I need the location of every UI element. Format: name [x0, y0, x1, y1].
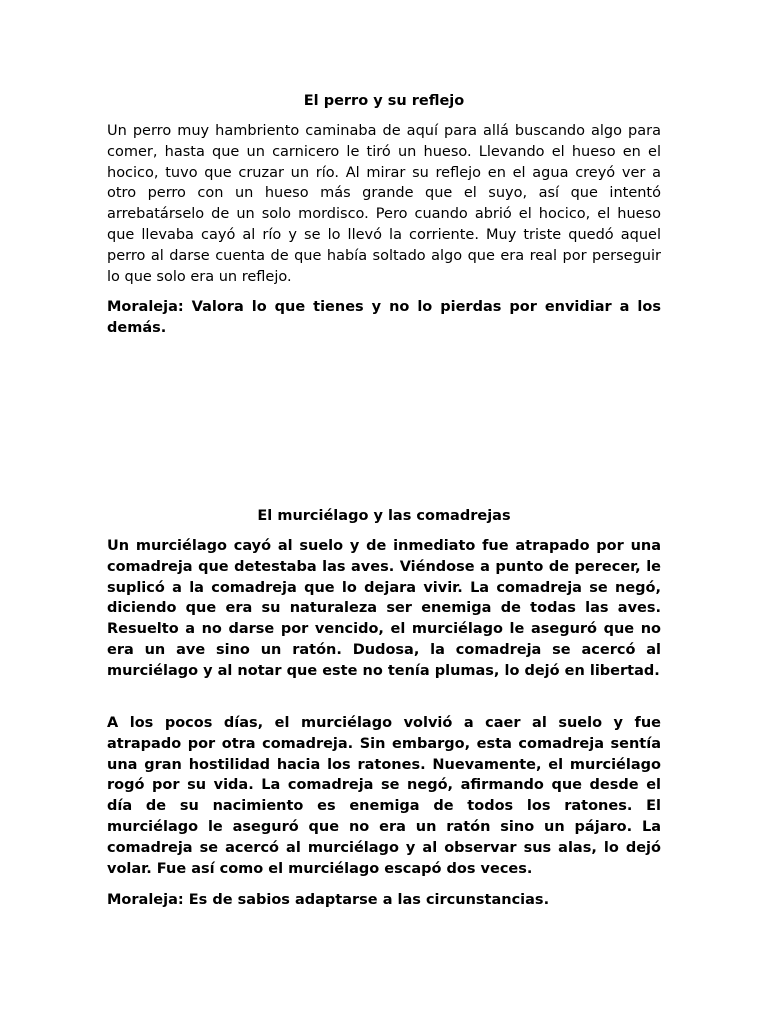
- story1-moral: Moraleja: Valora lo que tienes y no lo pierdas por envidiar a los demás.: [107, 299, 661, 336]
- story1-body: Un perro muy hambriento caminaba de aquí para allá buscando algo para comer, hasta que un carnicero le tiró un hueso. Llevando el hueso en el hocico, tuvo que cruzar un río. Al mirar su reflejo en el agua creyó ver a otro perro con un hueso más grande que el suyo, así que intentó arrebatárselo de un solo mordisco. Pero cuando abrió el hocico, el hueso que llevaba cayó al río y se lo llevó la corriente. Muy triste quedó aquel perro al darse cuenta de que había soltado algo que era real por perseguir lo que solo era un reflejo.: [107, 123, 661, 285]
- story2-paragraph-2: A los pocos días, el murciélago volvió a caer al suelo y fue atrapado por otra comadreja. Sin embargo, esta comadreja sentía una gran hostilidad hacia los ratones. Nuevamente, el murciélago rogó por su vida. La comadreja se negó, afirmando que desde el día de su nacimiento es enemiga de todos los ratones. El murciélago le aseguró que no era un ratón sino un pájaro. La comadreja se acercó al murciélago y al observar sus alas, lo dejó volar. Fue así como el murciélago escapó dos veces.: [107, 715, 661, 877]
- story2-title: El murciélago y las comadrejas: [257, 508, 511, 524]
- story2-moral: Moraleja: Es de sabios adaptarse a las circunstancias.: [107, 892, 550, 908]
- story1-title: El perro y su reflejo: [303, 93, 465, 109]
- story2-paragraph-1: Un murciélago cayó al suelo y de inmediato fue atrapado por una comadreja que detestaba las aves. Viéndose a punto de perecer, le suplicó a la comadreja que lo dejara vivir. La comadreja se negó, diciendo que era su naturaleza ser enemiga de todas las aves. Resuelto a no darse por vencido, el murciélago le aseguró que no era un ave sino un ratón. Dudosa, la comadreja se acercó al murciélago y al notar que este no tenía plumas, lo dejó en libertad.: [107, 538, 661, 679]
